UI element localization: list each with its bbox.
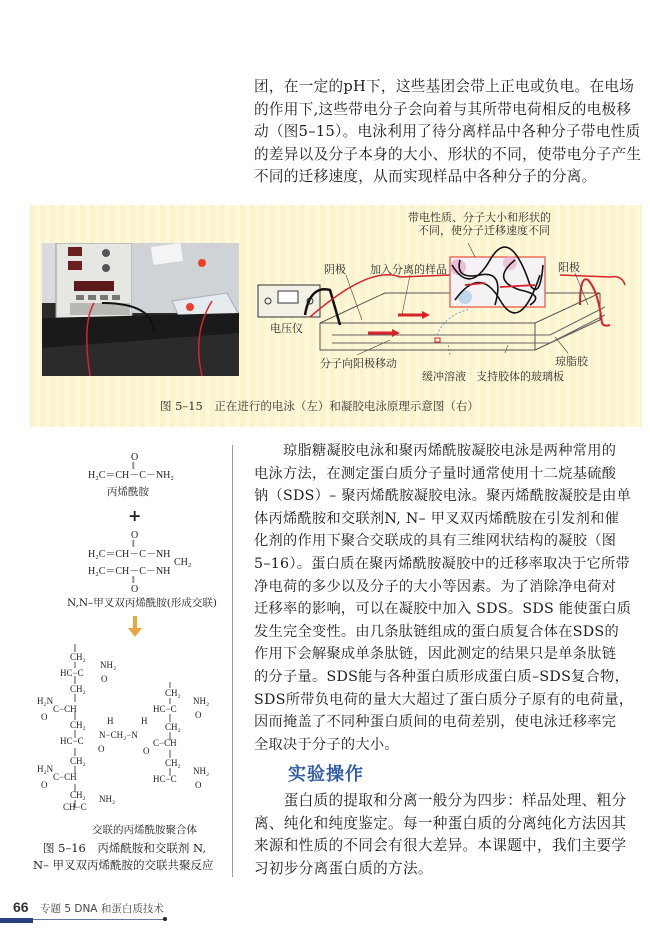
text-line: 的作用下,这些带电分子会向着与其所带电荷相反的电极移	[254, 100, 632, 118]
double-bond: ‖	[132, 575, 135, 586]
svg-text:CH₂: CH₂	[165, 758, 181, 768]
svg-text:H₂N: H₂N	[37, 696, 54, 706]
svg-text:C−CH: C−CH	[53, 772, 77, 782]
svg-text:CH₂: CH₂	[70, 756, 86, 766]
caption-line: 图 5–16 丙烯酰胺和交联剂 N,	[43, 841, 206, 855]
text-line: 动（图5–15）。电泳利用了待分离样品中各种分子带电性质	[254, 123, 641, 141]
svg-text:H₂N: H₂N	[37, 764, 54, 774]
double-bond: ‖	[132, 539, 135, 550]
carbonyl-oxygen: O	[131, 530, 139, 541]
text-line: 全取决于分子的大小。	[254, 736, 399, 753]
page-number: 66	[13, 899, 29, 915]
footer-rule	[33, 919, 165, 920]
text-line: 来源和性质的不同会有很大差异。本课题中，我们主要学	[254, 837, 627, 855]
svg-text:CH₂: CH₂	[70, 790, 86, 800]
svg-text:N−CH₂−N: N−CH₂−N	[99, 730, 138, 740]
text-line: 因而掩盖了不同种蛋白质间的电荷差别，使电泳迁移率完	[254, 714, 617, 731]
text-line: 钠（SDS）– 聚丙烯酰胺凝胶电泳。聚丙烯酰胺凝胶是由单	[254, 488, 632, 505]
svg-text:O: O	[143, 746, 150, 756]
svg-text:O: O	[195, 780, 202, 790]
svg-text:CH₂: CH₂	[165, 722, 181, 732]
acrylamide-name: 丙烯酰胺	[107, 486, 149, 498]
agarose-label: 琼脂胶	[555, 355, 588, 368]
svg-text:HC−C: HC−C	[153, 704, 177, 714]
footer-dot	[163, 917, 167, 921]
svg-text:O: O	[101, 674, 108, 684]
footer-accent-bar	[0, 918, 33, 923]
text-line: 5–16）。蛋白质在聚丙烯酰胺凝胶中的迁移率取决于它所带	[254, 555, 630, 572]
text-line: 的分子量。SDS能与各种蛋白质形成蛋白质–SDS复合物，	[254, 668, 630, 685]
bis-formula-line2: H₂C＝CH－C－NH	[88, 566, 171, 577]
svg-text:NH₂: NH₂	[193, 696, 210, 706]
intro-paragraph	[254, 76, 642, 189]
buffer-label: 缓冲溶液	[422, 370, 466, 383]
figure-5-16-caption	[33, 840, 233, 874]
svg-text:NH₂: NH₂	[193, 766, 210, 776]
svg-text:H: H	[141, 716, 148, 726]
diagram-note-line1: 带电性质、分子大小和形状的	[408, 211, 551, 224]
text-line: 净电荷的多少以及分子的大小等因素。为了消除净电荷对	[254, 578, 617, 595]
experiment-paragraph	[254, 790, 634, 880]
polymer-name: 交联的丙烯酰胺聚合体	[92, 824, 197, 836]
caption-line: N– 甲叉双丙烯酰胺的交联共聚反应	[33, 858, 214, 872]
plus-sign: +	[128, 506, 142, 525]
svg-text:C−CH: C−CH	[53, 704, 77, 714]
svg-text:O: O	[195, 710, 202, 720]
text-line: 迁移率的影响，可以在凝胶中加入 SDS。SDS 能使蛋白质	[254, 601, 632, 618]
double-bond: ‖	[132, 461, 135, 472]
text-line: 离、纯化和纯度鉴定。每一种蛋白质的分离纯化方法因其	[254, 814, 627, 832]
electrophoresis-photo	[42, 243, 239, 376]
svg-text:HC−C: HC−C	[60, 668, 84, 678]
svg-text:CH₂: CH₂	[70, 652, 86, 662]
svg-text:O: O	[98, 744, 105, 754]
voltmeter-label: 电压仪	[270, 322, 303, 335]
section-heading: 实验操作	[288, 764, 364, 785]
bis-acrylamide-name: N,N–甲叉双丙烯酰胺(形成交联)	[67, 597, 217, 609]
text-line: 琼脂糖凝胶电泳和聚丙烯酰胺凝胶电泳是两种常用的	[254, 443, 617, 459]
text-line: SDS所带负电荷的量大大超过了蛋白质分子原有的电荷量，	[254, 691, 634, 708]
svg-text:H: H	[107, 716, 114, 726]
text-line: 化剂的作用下聚合交联成的具有三维网状结构的凝胶（图	[254, 533, 617, 550]
carbonyl-oxygen: O	[131, 584, 139, 595]
chapter-title: 专题 5 DNA 和蛋白质技术	[40, 903, 164, 915]
text-line: 发生完全变性。由几条肽链组成的蛋白质复合体在SDS的	[254, 623, 619, 640]
gel-electrophoresis-diagram	[250, 205, 642, 395]
cathode-label: 阴极	[324, 263, 346, 276]
svg-text:HC−C: HC−C	[153, 774, 177, 784]
glass-plate-label: 支持胶体的玻璃板	[476, 370, 564, 383]
methylene-bridge: CH₂	[174, 557, 192, 568]
sample-label: 加入分离的样品	[370, 263, 447, 276]
text-line: 蛋白质的提取和分离一般分为四步：样品处理、粗分	[254, 792, 627, 809]
text-line: 电泳方法，在测定蛋白质分子量时通常使用十二烷基硫酸	[254, 465, 617, 482]
svg-text:HC−C: HC−C	[60, 736, 84, 746]
crosslinked-polymer-structure	[35, 642, 225, 810]
gel-electrophoresis-paragraph	[254, 440, 634, 756]
figure-caption: 图 5–15 正在进行的电泳（左）和凝胶电泳原理示意图（右）	[160, 399, 479, 413]
text-line: 习初步分离蛋白质的方法。	[254, 859, 433, 877]
text-line: 团，在一定的pH下，这些基团会带上正电或负电。在电场	[254, 78, 635, 95]
svg-text:O: O	[41, 712, 48, 722]
column-divider	[232, 445, 233, 877]
text-line: 不同的迁移速度，从而实现样品中各种分子的分离。	[254, 168, 597, 186]
svg-text:NH₂: NH₂	[100, 660, 117, 670]
svg-text:CH₂: CH₂	[165, 688, 181, 698]
bis-formula-line1: H₂C＝CH－C－NH	[88, 549, 171, 560]
svg-text:NH₂: NH₂	[99, 794, 116, 804]
svg-text:C−CH: C−CH	[153, 738, 177, 748]
anode-label: 阳极	[558, 261, 580, 274]
acrylamide-formula: H₂C＝CH－C－NH₂	[88, 470, 174, 481]
svg-text:CH−C: CH−C	[63, 802, 87, 810]
svg-text:O: O	[41, 780, 48, 790]
text-line: 体丙烯酰胺和交联剂N, N– 甲叉双丙烯酰胺在引发剂和催	[254, 510, 620, 527]
svg-text:CH₂: CH₂	[70, 720, 86, 730]
diagram-note-line2: 不同，使分子迁移速度不同	[418, 224, 550, 237]
molecules-move-label: 分子向阳极移动	[320, 357, 397, 370]
page-footer	[0, 898, 300, 928]
figure-5-15	[30, 205, 642, 427]
down-arrow-icon	[128, 616, 142, 642]
svg-text:CH₂: CH₂	[70, 684, 86, 694]
text-line: 的差异以及分子本身的大小、形状的不同，使带电分子产生	[254, 145, 642, 163]
carbonyl-oxygen: O	[131, 452, 139, 463]
text-line: 作用下会解聚成单条肽链，因此测定的结果只是单条肽链	[254, 646, 617, 663]
